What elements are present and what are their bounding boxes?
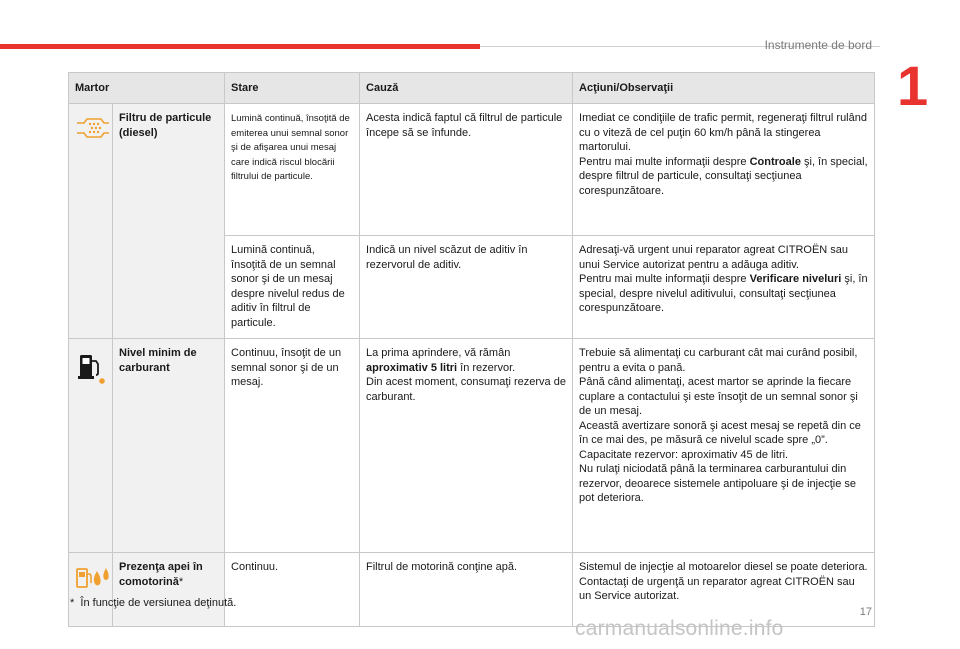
actiuni-text-part: Pentru mai multe informaţii despre — [579, 273, 750, 285]
actiuni-text: Capacitate rezervor: aproximativ 45 de litri. — [579, 448, 789, 461]
icon-cell — [69, 553, 113, 627]
chapter-number: 1 — [897, 54, 929, 117]
section-title: Instrumente de bord — [764, 38, 872, 52]
stare-cell: Continuu. — [225, 553, 360, 627]
table-row — [69, 339, 875, 553]
actiuni-text-part: şi, în special, despre nivelul aditivului, consultaţi secţiunea corespunzătoare. — [579, 273, 868, 314]
actiuni-text: Până când alimentaţi, acest martor se aprinde la fiecare cuplare a contactului şi este însoţit de un semnal sonor şi de un mesaj. — [579, 376, 858, 417]
actiuni-text — [579, 155, 868, 199]
actiuni-cell — [573, 339, 875, 553]
icon-cell — [69, 339, 113, 553]
actiuni-text: Trebuie să alimentaţi cu carburant cât mai curând posibil, pentru a evita o pană. — [579, 347, 858, 374]
footnote — [70, 597, 236, 609]
actiuni-text-part: şi, în special, despre filtrul de particule, consultaţi secţiunea corespunzătoare. — [579, 155, 868, 197]
water-in-diesel-icon — [75, 565, 113, 591]
stare-cell: Lumină continuă, însoţită de un semnal sonor şi de un mesaj despre nivelul redus de aditiv în filtrul de particule. — [225, 236, 360, 339]
header-red-bar — [0, 44, 480, 49]
table-row — [69, 104, 875, 236]
cauza-cell: Filtrul de motorină conţine apă. — [360, 553, 573, 627]
fuel-pump-icon — [76, 351, 106, 385]
warning-lights-table — [68, 72, 875, 627]
cauza-text: Din acest moment, consumaţi rezerva de carburant. — [366, 376, 566, 403]
table-row — [69, 553, 875, 627]
actiuni-text: Nu rulaţi niciodată până la terminarea carburantului din rezervor, deoarece sistemele antipoluare şi de injecţie se pot deteriora. — [579, 463, 856, 504]
icon-cell — [69, 104, 113, 339]
watermark: carmanualsonline.info — [575, 617, 784, 640]
actiuni-text: Această avertizare sonoră şi acest mesaj se repetă din ce în ce mai des, pe măsură ce nivelul scade spre „0”. — [579, 419, 861, 446]
cauza-text — [366, 346, 566, 375]
stare-cell: Continuu, însoţit de un semnal sonor şi de un mesaj. — [225, 339, 360, 553]
stare-text: Lumină continuă, însoţită de emiterea unui semnal sonor şi de afişarea unui mesaj care indică riscul blocării filtrului de particule. — [231, 113, 350, 182]
stare-cell — [225, 104, 360, 236]
cauza-text-part: La prima aprindere, vă rămân — [366, 347, 511, 359]
footnote-text: În funcţie de versiunea deţinută. — [80, 597, 237, 609]
footnote-marker: * — [70, 597, 75, 609]
particle-filter-icon — [75, 116, 111, 140]
cauza-cell: Indică un nivel scăzut de aditiv în rezervorul de aditiv. — [360, 236, 573, 339]
warning-name-cell — [113, 339, 225, 553]
actiuni-text: Contactaţi de urgenţă un reparator agreat CITROËN sau un Service autorizat. — [579, 575, 855, 602]
actiuni-text: Adresaţi-vă urgent unui reparator agreat CITROËN sau unui Service autorizat pentru a adăuga aditiv. — [579, 244, 849, 271]
warning-name: Filtru de particule (diesel) — [119, 112, 212, 139]
actiuni-text: Sistemul de injecţie al motoarelor diesel se poate deteriora. — [579, 561, 868, 573]
column-header-martor: Martor — [69, 73, 225, 104]
footnote-marker: * — [178, 575, 184, 588]
warning-name-cell — [113, 553, 225, 627]
cauza-text-part: în rezervor. — [457, 361, 516, 374]
column-header-cauza: Cauză — [360, 73, 573, 104]
page-number: 17 — [859, 606, 872, 618]
column-header-actiuni: Acţiuni/Observaţii — [573, 73, 875, 104]
table-header-row — [69, 73, 875, 104]
actiuni-cell — [573, 236, 875, 339]
fuel-reserve-amount: aproximativ 5 litri — [366, 361, 458, 374]
actiuni-cell — [573, 553, 875, 627]
actiuni-text-part: Pentru mai multe informaţii despre — [579, 155, 750, 168]
manual-section-reference: Controale — [749, 155, 801, 168]
warning-name: Nivel minim de carburant — [119, 347, 197, 374]
warning-name-cell — [113, 104, 225, 339]
warning-name: Prezenţa apei în comotorină — [119, 561, 203, 588]
actiuni-text — [579, 272, 868, 316]
cauza-cell — [360, 339, 573, 553]
cauza-cell: Acesta indică faptul că filtrul de particule începe să se înfunde. — [360, 104, 573, 236]
column-header-stare: Stare — [225, 73, 360, 104]
actiuni-cell — [573, 104, 875, 236]
manual-section-reference: Verificare niveluri — [749, 273, 842, 285]
actiuni-text: Imediat ce condiţiile de trafic permit, regeneraţi filtrul rulând cu o viteză de cel puţin 60 km/h până la stingerea martorului. — [579, 112, 867, 153]
